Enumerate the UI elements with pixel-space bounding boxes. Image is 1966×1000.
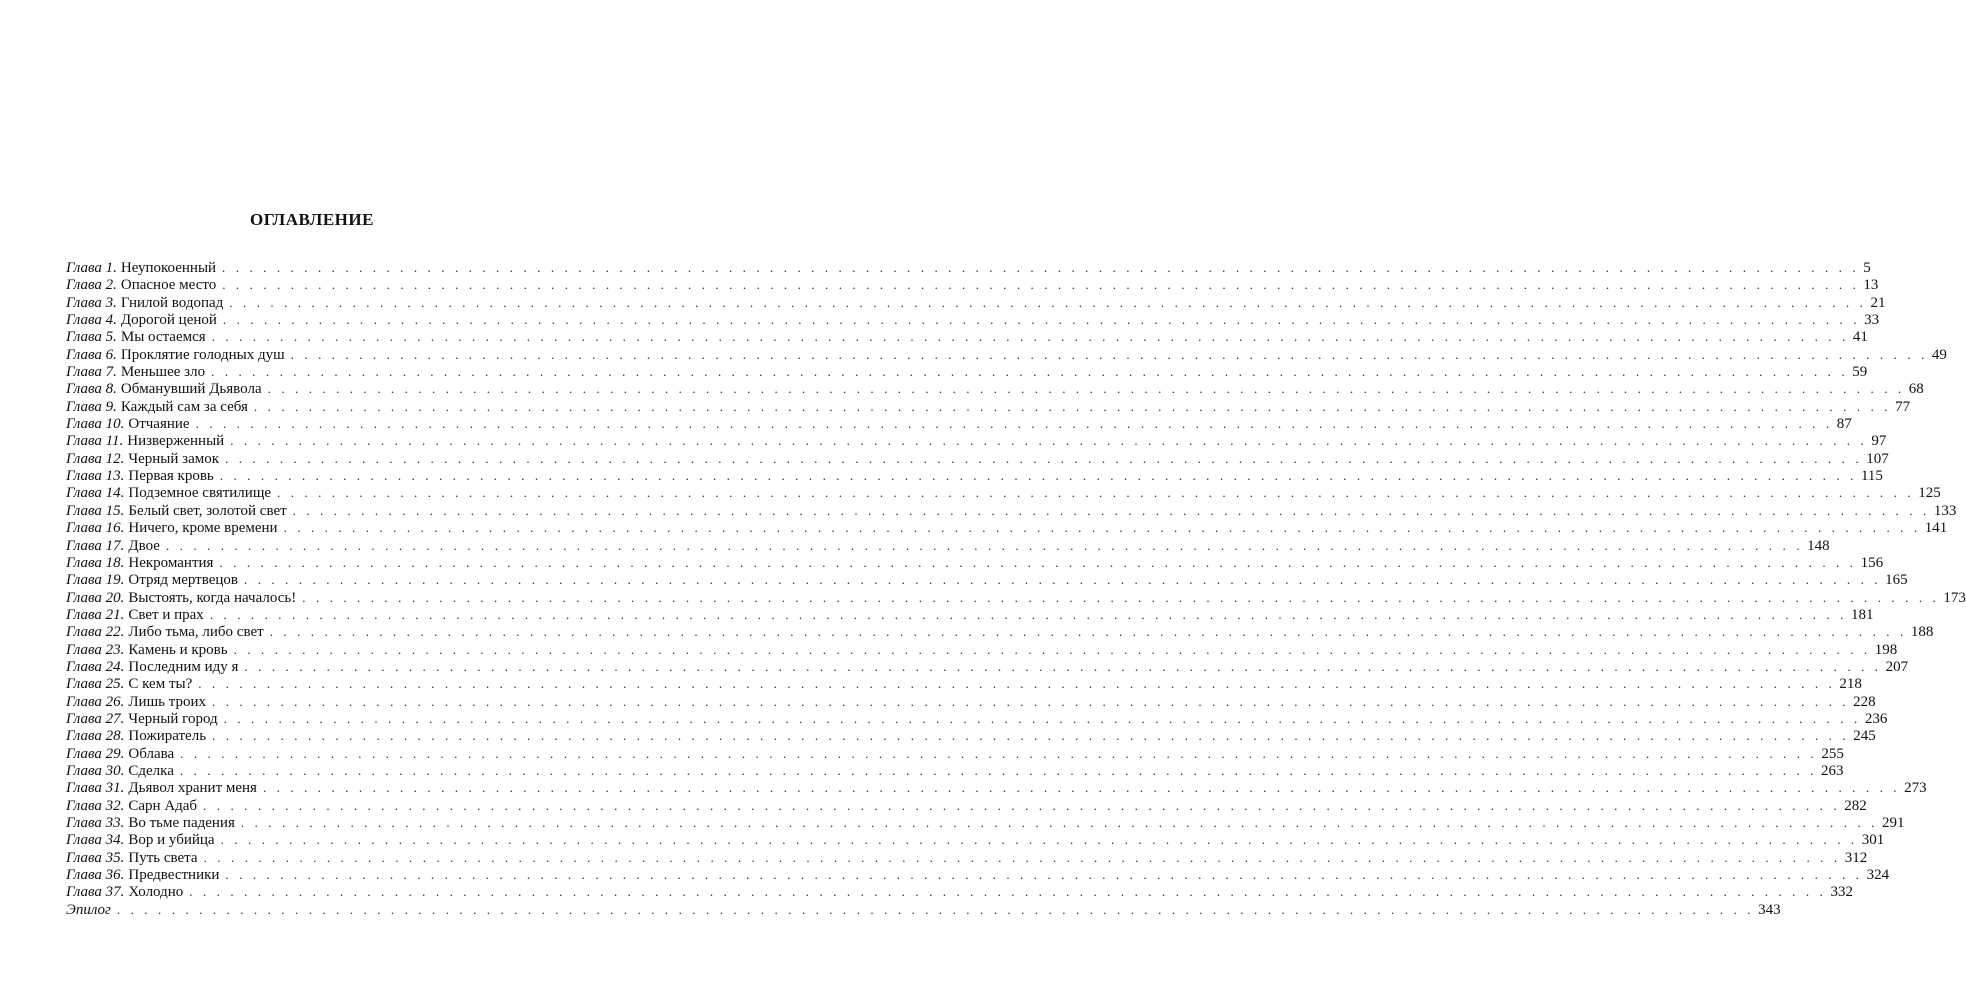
chapter-number: Глава 35. xyxy=(66,849,125,866)
toc-entry xyxy=(66,901,1781,918)
chapter-title: Каждый сам за себя xyxy=(120,398,248,415)
chapter-number: Глава 15. xyxy=(66,502,125,519)
toc-entry xyxy=(66,641,1898,658)
chapter-title: Некромантия xyxy=(128,554,214,571)
toc-entry xyxy=(66,294,1886,311)
chapter-number: Глава 18. xyxy=(66,554,125,571)
dot-leader: . . . . . . . . . . . . . . . . . . . . . . . . . . . . . . . . . . . . . . . . . . . . . . . . . . . . . . . . . . . . . . . . . . . . . . . . . . . . . . . . . . . . . . . . . . . . . . . . . . . . . . . . . . . . . . . . . . . . . . . . xyxy=(220,832,1858,848)
chapter-number: Глава 9. xyxy=(66,398,117,415)
chapter-number: Глава 36. xyxy=(66,867,125,884)
chapter-number: Глава 37. xyxy=(66,884,125,901)
chapter-number: Глава 5. xyxy=(66,329,117,346)
chapter-title: Свет и прах xyxy=(128,606,204,623)
chapter-number: Глава 19. xyxy=(66,572,125,589)
toc-entry xyxy=(66,276,1879,294)
toc-entry xyxy=(66,502,1957,519)
chapter-number: Эпилог xyxy=(66,901,111,918)
page-number: 156 xyxy=(1860,554,1884,571)
page-number: 33 xyxy=(1864,312,1880,329)
page-number: 343 xyxy=(1758,901,1781,918)
toc-entry xyxy=(66,727,1876,745)
chapter-title: Дорогой ценой xyxy=(120,312,217,329)
page-number: 107 xyxy=(1866,450,1889,467)
toc-entry xyxy=(66,693,1876,710)
chapter-title: Дьявол хранит меня xyxy=(128,780,257,797)
dot-leader: . . . . . . . . . . . . . . . . . . . . . . . . . . . . . . . . . . . . . . . . . . . . . . . . . . . . . . . . . . . . . . . . . . . . . . . . . . . . . . . . . . . . . . . . . . . . . . . . . . . . . . . . . . . . . . . . . . . . . . . . xyxy=(277,485,1915,501)
dot-leader: . . . . . . . . . . . . . . . . . . . . . . . . . . . . . . . . . . . . . . . . . . . . . . . . . . . . . . . . . . . . . . . . . . . . . . . . . . . . . . . . . . . . . . . . . . . . . . . . . . . . . . . . . . . . . . . . . . . . . . . . xyxy=(225,867,1863,883)
dot-leader: . . . . . . . . . . . . . . . . . . . . . . . . . . . . . . . . . . . . . . . . . . . . . . . . . . . . . . . . . . . . . . . . . . . . . . . . . . . . . . . . . . . . . . . . . . . . . . . . . . . . . . . . . . . . . . . . . . . . . . . . xyxy=(240,815,1879,830)
page-number: 77 xyxy=(1895,398,1911,415)
page-number: 282 xyxy=(1844,797,1867,814)
chapter-title: Ничего, кроме времени xyxy=(128,520,278,537)
chapter-title: Либо тьма, либо свет xyxy=(128,624,264,641)
page-number: 173 xyxy=(1943,589,1966,606)
toc-entry xyxy=(66,849,1868,866)
page-number: 87 xyxy=(1836,416,1852,433)
dot-leader: . . . . . . . . . . . . . . . . . . . . . . . . . . . . . . . . . . . . . . . . . . . . . . . . . . . . . . . . . . . . . . . . . . . . . . . . . . . . . . . . . . . . . . . . . . . . . . . . . . . . . . . . . . . . . . . . . . . . . . . . xyxy=(179,762,1818,778)
page-number: 59 xyxy=(1852,364,1868,381)
dot-leader: . . . . . . . . . . . . . . . . . . . . . . . . . . . . . . . . . . . . . . . . . . . . . . . . . . . . . . . . . . . . . . . . . . . . . . . . . . . . . . . . . . . . . . . . . . . . . . . . . . . . . . . . . . . . . . . . . . . . . . . . xyxy=(225,450,1863,466)
page-number: 141 xyxy=(1924,520,1948,537)
chapter-title: Обманувший Дьявола xyxy=(120,381,262,398)
page-number: 332 xyxy=(1830,884,1853,901)
toc-entry xyxy=(66,346,1947,363)
page-number: 207 xyxy=(1885,658,1909,675)
dot-leader: . . . . . . . . . . . . . . . . . . . . . . . . . . . . . . . . . . . . . . . . . . . . . . . . . . . . . . . . . . . . . . . . . . . . . . . . . . . . . . . . . . . . . . . . . . . . . . . . . . . . . . . . . . . . . . . . . . . . . . . . xyxy=(116,901,1755,917)
toc-entry xyxy=(66,519,1948,537)
page-number: 312 xyxy=(1844,849,1868,866)
chapter-number: Глава 31. xyxy=(66,780,125,797)
page-number: 218 xyxy=(1839,676,1862,693)
page-number: 181 xyxy=(1850,606,1874,623)
chapter-title: Низверженный xyxy=(127,433,225,450)
toc-entry xyxy=(66,484,1941,502)
dot-leader: . . . . . . . . . . . . . . . . . . . . . . . . . . . . . . . . . . . . . . . . . . . . . . . . . . . . . . . . . . . . . . . . . . . . . . . . . . . . . . . . . . . . . . . . . . . . . . . . . . . . . . . . . . . . . . . . . . . . . . . . xyxy=(222,312,1861,328)
toc-entry xyxy=(66,606,1874,623)
dot-leader: . . . . . . . . . . . . . . . . . . . . . . . . . . . . . . . . . . . . . . . . . . . . . . . . . . . . . . . . . . . . . . . . . . . . . . . . . . . . . . . . . . . . . . . . . . . . . . . . . . . . . . . . . . . . . . . . . . . . . . . . xyxy=(222,260,1860,275)
dot-leader: . . . . . . . . . . . . . . . . . . . . . . . . . . . . . . . . . . . . . . . . . . . . . . . . . . . . . . . . . . . . . . . . . . . . . . . . . . . . . . . . . . . . . . . . . . . . . . . . . . . . . . . . . . . . . . . . . . . . . . . . xyxy=(262,780,1901,796)
chapter-title: Опасное место xyxy=(120,277,217,294)
chapter-number: Глава 13. xyxy=(66,468,125,485)
chapter-number: Глава 24. xyxy=(66,658,125,675)
toc-entry xyxy=(66,311,1880,329)
dot-leader: . . . . . . . . . . . . . . . . . . . . . . . . . . . . . . . . . . . . . . . . . . . . . . . . . . . . . . . . . . . . . . . . . . . . . . . . . . . . . . . . . . . . . . . . . . . . . . . . . . . . . . . . . . . . . . . . . . . . . . . . xyxy=(253,398,1892,414)
chapter-title: Вор и убийца xyxy=(128,832,215,849)
chapter-title: Холодно xyxy=(128,884,184,901)
dot-leader: . . . . . . . . . . . . . . . . . . . . . . . . . . . . . . . . . . . . . . . . . . . . . . . . . . . . . . . . . . . . . . . . . . . . . . . . . . . . . . . . . . . . . . . . . . . . . . . . . . . . . . . . . . . . . . . . . . . . . . . . xyxy=(230,433,1868,449)
chapter-title: Лишь троих xyxy=(128,693,206,710)
page-number: 49 xyxy=(1931,346,1947,363)
page-number: 324 xyxy=(1866,867,1890,884)
page-number: 125 xyxy=(1918,485,1941,502)
toc-entry xyxy=(66,762,1844,779)
chapter-number: Глава 25. xyxy=(66,676,125,693)
toc-entry xyxy=(66,537,1830,554)
dot-leader: . . . . . . . . . . . . . . . . . . . . . . . . . . . . . . . . . . . . . . . . . . . . . . . . . . . . . . . . . . . . . . . . . . . . . . . . . . . . . . . . . . . . . . . . . . . . . . . . . . . . . . . . . . . . . . . . . . . . . . . . xyxy=(211,364,1849,380)
page-number: 291 xyxy=(1882,815,1905,831)
chapter-number: Глава 4. xyxy=(66,312,117,329)
chapter-number: Глава 34. xyxy=(66,832,125,849)
page-number: 41 xyxy=(1852,329,1868,346)
chapter-number: Глава 32. xyxy=(66,797,125,814)
chapter-number: Глава 10. xyxy=(66,416,125,433)
toc-entry xyxy=(66,710,1888,727)
chapter-title: Черный замок xyxy=(128,450,220,467)
dot-leader: . . . . . . . . . . . . . . . . . . . . . . . . . . . . . . . . . . . . . . . . . . . . . . . . . . . . . . . . . . . . . . . . . . . . . . . . . . . . . . . . . . . . . . . . . . . . . . . . . . . . . . . . . . . . . . . . . . . . . . . . xyxy=(269,624,1907,640)
dot-leader: . . . . . . . . . . . . . . . . . . . . . . . . . . . . . . . . . . . . . . . . . . . . . . . . . . . . . . . . . . . . . . . . . . . . . . . . . . . . . . . . . . . . . . . . . . . . . . . . . . . . . . . . . . . . . . . . . . . . . . . . xyxy=(292,502,1930,518)
chapter-title: Выстоять, когда началось! xyxy=(128,589,297,606)
toc-entry xyxy=(66,450,1889,467)
toc-entry xyxy=(66,658,1909,675)
toc-entry xyxy=(66,831,1885,849)
chapter-number: Глава 7. xyxy=(66,364,117,381)
dot-leader: . . . . . . . . . . . . . . . . . . . . . . . . . . . . . . . . . . . . . . . . . . . . . . . . . . . . . . . . . . . . . . . . . . . . . . . . . . . . . . . . . . . . . . . . . . . . . . . . . . . . . . . . . . . . . . . . . . . . . . . . xyxy=(267,381,1905,397)
chapter-title: Путь света xyxy=(128,849,198,866)
page-number: 115 xyxy=(1860,468,1883,485)
chapter-title: Первая кровь xyxy=(128,468,214,485)
chapter-number: Глава 30. xyxy=(66,762,125,779)
page-number: 228 xyxy=(1853,693,1876,710)
toc-entry xyxy=(66,415,1852,433)
chapter-title: Проклятие голодных душ xyxy=(120,346,285,363)
dot-leader: . . . . . . . . . . . . . . . . . . . . . . . . . . . . . . . . . . . . . . . . . . . . . . . . . . . . . . . . . . . . . . . . . . . . . . . . . . . . . . . . . . . . . . . . . . . . . . . . . . . . . . . . . . . . . . . . . . . . . . . . xyxy=(219,554,1857,570)
toc-entry xyxy=(66,467,1883,485)
page-number: 263 xyxy=(1821,762,1844,779)
page-number: 245 xyxy=(1853,728,1876,745)
toc-entry xyxy=(66,363,1868,381)
chapter-title: Предвестники xyxy=(128,867,220,884)
toc-entry xyxy=(66,432,1887,450)
chapter-number: Глава 29. xyxy=(66,745,125,762)
dot-leader: . . . . . . . . . . . . . . . . . . . . . . . . . . . . . . . . . . . . . . . . . . . . . . . . . . . . . . . . . . . . . . . . . . . . . . . . . . . . . . . . . . . . . . . . . . . . . . . . . . . . . . . . . . . . . . . . . . . . . . . . xyxy=(244,658,1882,674)
chapter-title: Облава xyxy=(128,745,175,762)
dot-leader: . . . . . . . . . . . . . . . . . . . . . . . . . . . . . . . . . . . . . . . . . . . . . . . . . . . . . . . . . . . . . . . . . . . . . . . . . . . . . . . . . . . . . . . . . . . . . . . . . . . . . . . . . . . . . . . . . . . . . . . . xyxy=(211,693,1850,709)
page-number: 97 xyxy=(1871,433,1887,450)
page-number: 255 xyxy=(1821,745,1844,762)
chapter-title: Черный город xyxy=(128,710,218,727)
dot-leader: . . . . . . . . . . . . . . . . . . . . . . . . . . . . . . . . . . . . . . . . . . . . . . . . . . . . . . . . . . . . . . . . . . . . . . . . . . . . . . . . . . . . . . . . . . . . . . . . . . . . . . . . . . . . . . . . . . . . . . . . xyxy=(180,745,1818,761)
chapter-title: Сарн Адаб xyxy=(128,797,198,814)
chapter-number: Глава 26. xyxy=(66,693,125,710)
dot-leader: . . . . . . . . . . . . . . . . . . . . . . . . . . . . . . . . . . . . . . . . . . . . . . . . . . . . . . . . . . . . . . . . . . . . . . . . . . . . . . . . . . . . . . . . . . . . . . . . . . . . . . . . . . . . . . . . . . . . . . . . xyxy=(209,606,1847,622)
page-number: 301 xyxy=(1861,832,1885,849)
page-title: ОГЛАВЛЕНИЕ xyxy=(250,210,374,229)
chapter-number: Глава 22. xyxy=(66,624,125,641)
chapter-number: Глава 28. xyxy=(66,728,125,745)
chapter-title: Отряд мертвецов xyxy=(128,572,238,589)
chapter-number: Глава 33. xyxy=(66,815,125,831)
chapter-title: Пожиратель xyxy=(128,728,207,745)
dot-leader: . . . . . . . . . . . . . . . . . . . . . . . . . . . . . . . . . . . . . . . . . . . . . . . . . . . . . . . . . . . . . . . . . . . . . . . . . . . . . . . . . . . . . . . . . . . . . . . . . . . . . . . . . . . . . . . . . . . . . . . . xyxy=(189,884,1827,900)
chapter-title: Сделка xyxy=(128,762,174,779)
chapter-title: Мы остаемся xyxy=(120,329,206,346)
chapter-number: Глава 21. xyxy=(66,606,125,623)
chapter-number: Глава 16. xyxy=(66,520,125,537)
chapter-number: Глава 17. xyxy=(66,537,125,554)
chapter-title: Последним иду я xyxy=(128,658,239,675)
page-number: 68 xyxy=(1908,381,1924,398)
toc-entry xyxy=(66,883,1853,901)
toc-entry xyxy=(66,814,1905,831)
toc-entry xyxy=(66,797,1867,814)
dot-leader: . . . . . . . . . . . . . . . . . . . . . . . . . . . . . . . . . . . . . . . . . . . . . . . . . . . . . . . . . . . . . . . . . . . . . . . . . . . . . . . . . . . . . . . . . . . . . . . . . . . . . . . . . . . . . . . . . . . . . . . . xyxy=(198,676,1836,692)
dot-leader: . . . . . . . . . . . . . . . . . . . . . . . . . . . . . . . . . . . . . . . . . . . . . . . . . . . . . . . . . . . . . . . . . . . . . . . . . . . . . . . . . . . . . . . . . . . . . . . . . . . . . . . . . . . . . . . . . . . . . . . . xyxy=(290,346,1928,362)
chapter-title: Двое xyxy=(128,537,160,554)
dot-leader: . . . . . . . . . . . . . . . . . . . . . . . . . . . . . . . . . . . . . . . . . . . . . . . . . . . . . . . . . . . . . . . . . . . . . . . . . . . . . . . . . . . . . . . . . . . . . . . . . . . . . . . . . . . . . . . . . . . . . . . . xyxy=(211,329,1849,345)
toc-entry xyxy=(66,571,1908,589)
toc-entry xyxy=(66,589,1966,606)
chapter-number: Глава 6. xyxy=(66,346,117,363)
chapter-title: Гнилой водопад xyxy=(120,294,224,311)
page-number: 198 xyxy=(1874,641,1898,658)
dot-leader: . . . . . . . . . . . . . . . . . . . . . . . . . . . . . . . . . . . . . . . . . . . . . . . . . . . . . . . . . . . . . . . . . . . . . . . . . . . . . . . . . . . . . . . . . . . . . . . . . . . . . . . . . . . . . . . . . . . . . . . . xyxy=(203,849,1841,865)
chapter-number: Глава 27. xyxy=(66,710,125,727)
toc-entry xyxy=(66,398,1911,415)
dot-leader: . . . . . . . . . . . . . . . . . . . . . . . . . . . . . . . . . . . . . . . . . . . . . . . . . . . . . . . . . . . . . . . . . . . . . . . . . . . . . . . . . . . . . . . . . . . . . . . . . . . . . . . . . . . . . . . . . . . . . . . . xyxy=(229,294,1867,310)
toc-entry xyxy=(66,259,1871,276)
dot-leader: . . . . . . . . . . . . . . . . . . . . . . . . . . . . . . . . . . . . . . . . . . . . . . . . . . . . . . . . . . . . . . . . . . . . . . . . . . . . . . . . . . . . . . . . . . . . . . . . . . . . . . . . . . . . . . . . . . . . . . . . xyxy=(203,797,1841,813)
dot-leader: . . . . . . . . . . . . . . . . . . . . . . . . . . . . . . . . . . . . . . . . . . . . . . . . . . . . . . . . . . . . . . . . . . . . . . . . . . . . . . . . . . . . . . . . . . . . . . . . . . . . . . . . . . . . . . . . . . . . . . . . xyxy=(233,641,1871,657)
chapter-title: Камень и кровь xyxy=(128,641,228,658)
chapter-number: Глава 8. xyxy=(66,381,117,398)
dot-leader: . . . . . . . . . . . . . . . . . . . . . . . . . . . . . . . . . . . . . . . . . . . . . . . . . . . . . . . . . . . . . . . . . . . . . . . . . . . . . . . . . . . . . . . . . . . . . . . . . . . . . . . . . . . . . . . . . . . . . . . . xyxy=(283,520,1921,536)
dot-leader: . . . . . . . . . . . . . . . . . . . . . . . . . . . . . . . . . . . . . . . . . . . . . . . . . . . . . . . . . . . . . . . . . . . . . . . . . . . . . . . . . . . . . . . . . . . . . . . . . . . . . . . . . . . . . . . . . . . . . . . . xyxy=(195,416,1833,432)
chapter-number: Глава 3. xyxy=(66,294,117,311)
toc-entry xyxy=(66,328,1868,346)
chapter-number: Глава 14. xyxy=(66,485,125,502)
toc-entry xyxy=(66,779,1927,797)
chapter-number: Глава 23. xyxy=(66,641,125,658)
chapter-number: Глава 1. xyxy=(66,260,117,276)
dot-leader: . . . . . . . . . . . . . . . . . . . . . . . . . . . . . . . . . . . . . . . . . . . . . . . . . . . . . . . . . . . . . . . . . . . . . . . . . . . . . . . . . . . . . . . . . . . . . . . . . . . . . . . . . . . . . . . . . . . . . . . . xyxy=(219,468,1857,484)
dot-leader: . . . . . . . . . . . . . . . . . . . . . . . . . . . . . . . . . . . . . . . . . . . . . . . . . . . . . . . . . . . . . . . . . . . . . . . . . . . . . . . . . . . . . . . . . . . . . . . . . . . . . . . . . . . . . . . . . . . . . . . . xyxy=(244,572,1882,588)
page-number: 21 xyxy=(1870,294,1886,311)
chapter-number: Глава 20. xyxy=(66,589,125,606)
page-number: 165 xyxy=(1885,572,1908,589)
dot-leader: . . . . . . . . . . . . . . . . . . . . . . . . . . . . . . . . . . . . . . . . . . . . . . . . . . . . . . . . . . . . . . . . . . . . . . . . . . . . . . . . . . . . . . . . . . . . . . . . . . . . . . . . . . . . . . . . . . . . . . . . xyxy=(165,537,1804,553)
chapter-title: Неупокоенный xyxy=(120,260,217,276)
dot-leader: . . . . . . . . . . . . . . . . . . . . . . . . . . . . . . . . . . . . . . . . . . . . . . . . . . . . . . . . . . . . . . . . . . . . . . . . . . . . . . . . . . . . . . . . . . . . . . . . . . . . . . . . . . . . . . . . . . . . . . . . xyxy=(302,589,1940,605)
chapter-number: Глава 2. xyxy=(66,277,117,294)
toc-entry xyxy=(66,554,1884,571)
chapter-number: Глава 12. xyxy=(66,450,125,467)
chapter-title: С кем ты? xyxy=(128,676,193,693)
dot-leader: . . . . . . . . . . . . . . . . . . . . . . . . . . . . . . . . . . . . . . . . . . . . . . . . . . . . . . . . . . . . . . . . . . . . . . . . . . . . . . . . . . . . . . . . . . . . . . . . . . . . . . . . . . . . . . . . . . . . . . . . xyxy=(223,710,1861,726)
dot-leader: . . . . . . . . . . . . . . . . . . . . . . . . . . . . . . . . . . . . . . . . . . . . . . . . . . . . . . . . . . . . . . . . . . . . . . . . . . . . . . . . . . . . . . . . . . . . . . . . . . . . . . . . . . . . . . . . . . . . . . . . xyxy=(222,277,1860,293)
toc-entry xyxy=(66,380,1924,398)
chapter-title: Подземное святилище xyxy=(128,485,272,502)
toc-entry xyxy=(66,866,1890,884)
page-number: 188 xyxy=(1910,624,1934,641)
chapter-title: Во тьме падения xyxy=(128,815,235,831)
toc-entry xyxy=(66,745,1844,762)
chapter-title: Отчаяние xyxy=(128,416,190,433)
page-number: 13 xyxy=(1863,277,1879,294)
page-number: 133 xyxy=(1933,502,1957,519)
page-number: 273 xyxy=(1904,780,1927,797)
page-number: 5 xyxy=(1863,260,1871,276)
chapter-title: Белый свет, золотой свет xyxy=(128,502,287,519)
dot-leader: . . . . . . . . . . . . . . . . . . . . . . . . . . . . . . . . . . . . . . . . . . . . . . . . . . . . . . . . . . . . . . . . . . . . . . . . . . . . . . . . . . . . . . . . . . . . . . . . . . . . . . . . . . . . . . . . . . . . . . . . xyxy=(212,728,1850,744)
toc-entry xyxy=(66,675,1862,693)
page-number: 148 xyxy=(1807,537,1830,554)
toc-entry xyxy=(66,623,1934,641)
page-number: 236 xyxy=(1864,710,1888,727)
chapter-title: Меньшее зло xyxy=(120,364,206,381)
chapter-number: Глава 11. xyxy=(66,433,124,450)
table-of-contents xyxy=(66,259,1966,918)
